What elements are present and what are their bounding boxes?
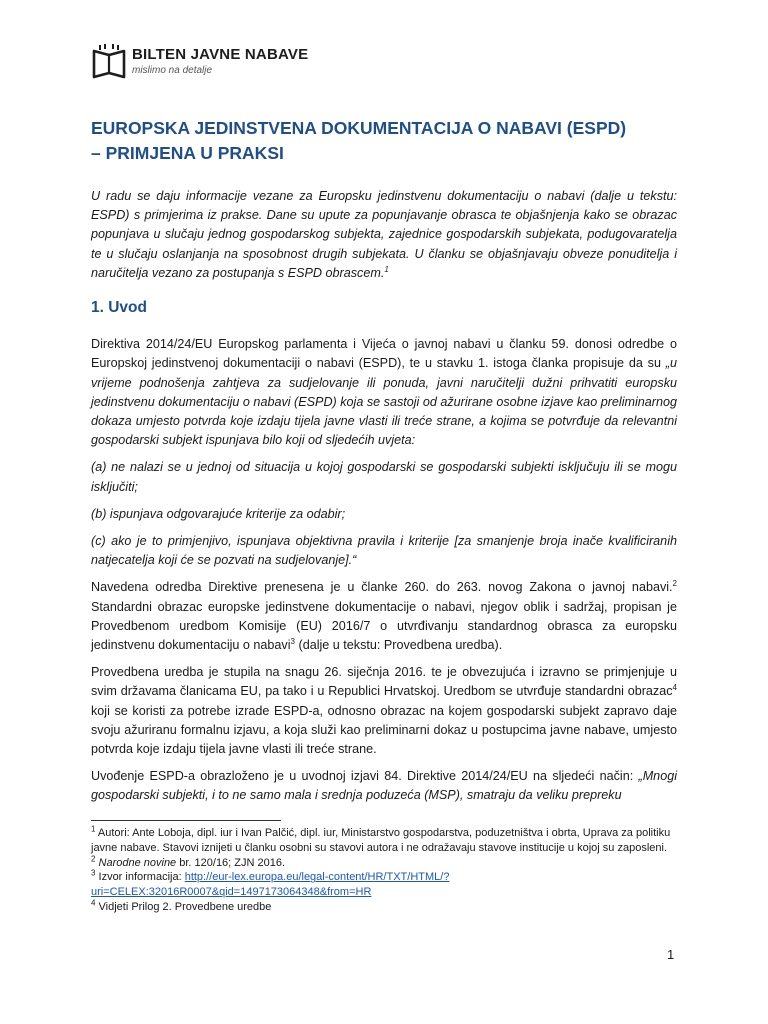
footnote-ref-1[interactable]: 1: [384, 264, 389, 274]
footnote-1: [91, 826, 677, 856]
quoted-text: „u vrijeme podnošenja zahtjeva za sudjelovanje ili ponuda, javni naručitelji dužni prihvatiti europsku jedinstvenu dokumentaciju o nabavi (ESPD) koja se sastoji od ažurirane osobne izjave kao preliminarnog dokaza umjesto potvrda koje izdaju tijela javne vlasti ili treće strane, a kojima se potvrđuje da relevantni gospodarski subjekt ispunjava bilo koji od sljedećih uvjeta:: [91, 356, 677, 448]
paragraph-introduction: [91, 767, 677, 805]
footnote-number: 4: [91, 898, 96, 908]
page-number: 1: [667, 947, 675, 962]
footnote-separator: [91, 820, 281, 821]
paragraph-directive: [91, 335, 677, 450]
article-body: [91, 187, 677, 806]
footnote-number: 1: [91, 824, 96, 834]
publication-logo: [92, 40, 312, 82]
paragraph-text: (dalje u tekstu: Provedbena uredba).: [295, 638, 503, 653]
list-item-b: (b) ispunjava odgovarajuće kriterije za odabir;: [91, 506, 346, 521]
footnote-3: [91, 870, 677, 900]
footnote-ref-2[interactable]: 2: [672, 579, 677, 589]
section-heading: 1. Uvod: [91, 299, 147, 317]
paragraph-text: Provedbena uredba je stupila na snagu 26. siječnja 2016. te je obvezujuća i izravno se primjenjuje u svim državama članicama EU, pa tako i u Republici Hrvatskoj. Uredbom se utvrđuje standardni obrazac: [91, 665, 677, 699]
title-line-1: EUROPSKA JEDINSTVENA DOKUMENTACIJA O NABAVI (ESPD): [91, 118, 627, 138]
paragraph-transposition: [91, 578, 677, 655]
abstract-text: U radu se daju informacije vezane za Europsku jedinstvenu dokumentaciju o nabavi (dalje u tekstu: ESPD) s primjerima iz prakse. Dane su upute za popunjavanje obrasca te objašnjenja kako se obrazac popunjava u slučaju jednog gospodarskog subjekta, zajednice gospodarskih subjekata, podugovaratelja te u slučaju oslanjanja na sposobnost drugih subjekata. U članku se objašnjavaju obveze ponuditelja i naručitelja vezano za postupanja s ESPD obrascem.: [91, 189, 677, 280]
paragraph-regulation: [91, 663, 677, 759]
paragraph-text: Direktiva 2014/24/EU Europskog parlamenta i Vijeća o javnoj nabavi u članku 59. donosi odredbe o Europskoj jedinstvenoj dokumentaciji o nabavi (ESPD), te u stavku 1. istoga članka propisuje da su: [91, 337, 677, 371]
logo-subtitle: mislimo na detalje: [132, 65, 213, 76]
title-line-2: – PRIMJENA U PRAKSI: [91, 143, 284, 163]
paragraph-text: Uvođenje ESPD-a obrazloženo je u uvodnoj izjavi 84. Direktive 2014/24/EU na sljedeći način:: [91, 769, 639, 784]
footnote-number: 2: [91, 853, 96, 863]
footnote-text: Vidjeti Prilog 2. Provedbene uredbe: [95, 900, 272, 913]
article-title: [91, 116, 691, 166]
footnote-number: 3: [91, 868, 96, 878]
paragraph-text: Standardni obrazac europske jedinstvene dokumentacije o nabavi, njegov oblik i sadržaj, propisan je Provedbenom uredbom Komisije (EU) 2016/7 o utvrđivanju standardnog obrasca za europsku jedinstvenu dokumentaciju o nabavi: [91, 599, 677, 653]
source-link[interactable]: http://eur-lex.europa.eu/legal-content/HR/TXT/HTML/?uri=CELEX:32016R0007&qid=1497173064348&from=HR: [91, 871, 450, 899]
footnote-4: [91, 900, 677, 915]
footnote-ref-3[interactable]: 3: [290, 636, 295, 646]
paragraph-text: koji se koristi za potrebe izrade ESPD-a, odnosno obrazac na kojem gospodarski subjekt zapravo daje svoju ažuriranu formalnu izjavu, a koja služi kao preliminarni dokaz u postupcima javne nabave, umjesto potvrda koje izdaju tijela javne vlasti ili treće strane.: [91, 703, 677, 757]
footnote-ref-4[interactable]: 4: [672, 683, 677, 693]
footnotes: [91, 826, 677, 915]
footnote-text: Izvor informacija:: [95, 871, 185, 884]
list-item-c: (c) ako je to primjenjivo, ispunjava objektivna pravila i kriterije [za smanjenje broja inače kvalificiranih natjecatelja koji će se pozvati na sudjelovanje].“: [91, 534, 677, 568]
abstract: [91, 187, 677, 283]
paragraph-text: Navedena odredba Direktive prenesena je u članke 260. do 263. novog Zakona o javnoj nabavi.: [91, 580, 673, 595]
footnote-text: Autori: Ante Loboja, dipl. iur i Ivan Palčić, dipl. iur, Ministarstvo gospodarstva, poduzetništva i obrta, Uprava za politiku javne nabave. Stavovi iznijeti u članku osobni su stavovi autora i ne odražavaju stavove institucije u kojoj su zaposleni.: [91, 827, 671, 854]
logo-title: BILTEN JAVNE NABAVE: [132, 46, 309, 63]
open-book-icon: [92, 43, 126, 79]
quoted-text: „Mnogi gospodarski subjekti, i to ne samo mala i srednja poduzeća (MSP), smatraju da veliku prepreku: [91, 769, 677, 803]
footnote-text: Narodne novine: [95, 856, 177, 869]
footnote-2: [91, 853, 677, 871]
list-item-a: (a) ne nalazi se u jednoj od situacija u kojoj gospodarski se gospodarski subjekti isključuju ili se mogu isključiti;: [91, 460, 677, 494]
footnote-text: br. 120/16; ZJN 2016.: [176, 856, 286, 869]
